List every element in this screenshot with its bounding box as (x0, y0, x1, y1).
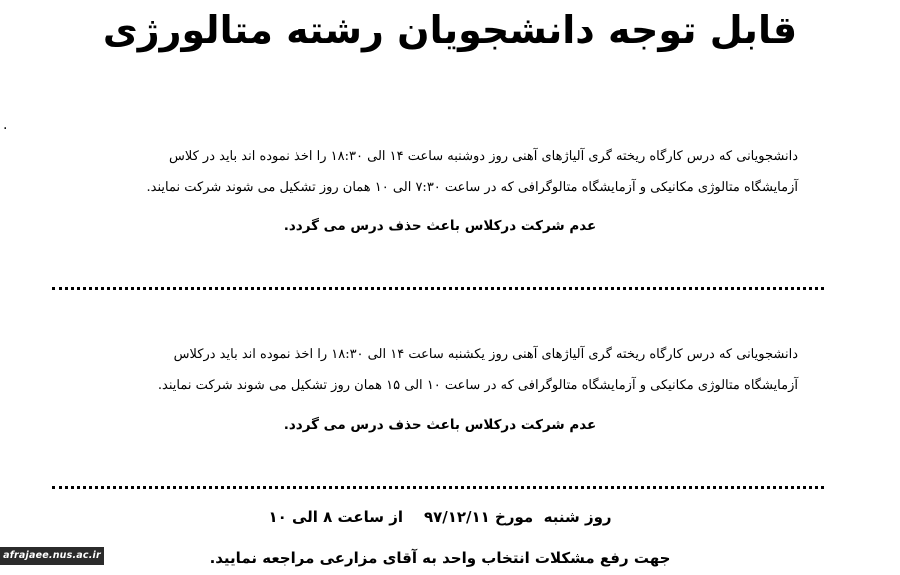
dotted-divider-1 (52, 287, 824, 290)
notice-2-warning: عدم شرکت درکلاس باعث حذف درس می گردد. (283, 417, 597, 433)
schedule-line: روز شنبه مورخ ۹۷/۱۲/۱۱ از ساعت ۸ الی ۱۰ (268, 508, 612, 526)
page-title: قابل توجه دانشجویان رشته متالورژی (102, 8, 798, 52)
notice-1-line-2: آزمایشگاه متالوژی مکانیکی و آزمایشگاه متالوگرافی که در ساعت ۷:۳۰ الی ۱۰ همان روز تشکیل می شوند شرکت نمایند. (146, 180, 798, 195)
notice-2-line-1: دانشجویانی که درس کارگاه ریخته گری آلیاژهای آهنی روز یکشنبه ساعت ۱۴ الی ۱۸:۳۰ را اخذ نموده اند باید درکلاس (173, 347, 798, 362)
notice-1-warning: عدم شرکت درکلاس باعث حذف درس می گردد. (283, 218, 597, 234)
stray-dot: . (3, 117, 8, 133)
notice-paragraph-2 (80, 339, 798, 401)
contact-line: جهت رفع مشکلات انتخاب واحد به آقای مزارعی مراجعه نمایید. (209, 549, 671, 567)
notice-paragraph-1 (80, 141, 798, 203)
notice-1-line-1: دانشجویانی که درس کارگاه ریخته گری آلیاژهای آهنی روز دوشنبه ساعت ۱۴ الی ۱۸:۳۰ را اخذ نموده اند باید در کلاس (168, 149, 798, 164)
dotted-divider-2 (52, 486, 824, 489)
notice-2-line-2: آزمایشگاه متالوژی مکانیکی و آزمایشگاه متالوگرافی که در ساعت ۱۰ الی ۱۵ همان روز تشکیل می شوند شرکت نمایند. (157, 378, 798, 393)
site-watermark: afrajaee.nus.ac.ir (0, 547, 104, 565)
